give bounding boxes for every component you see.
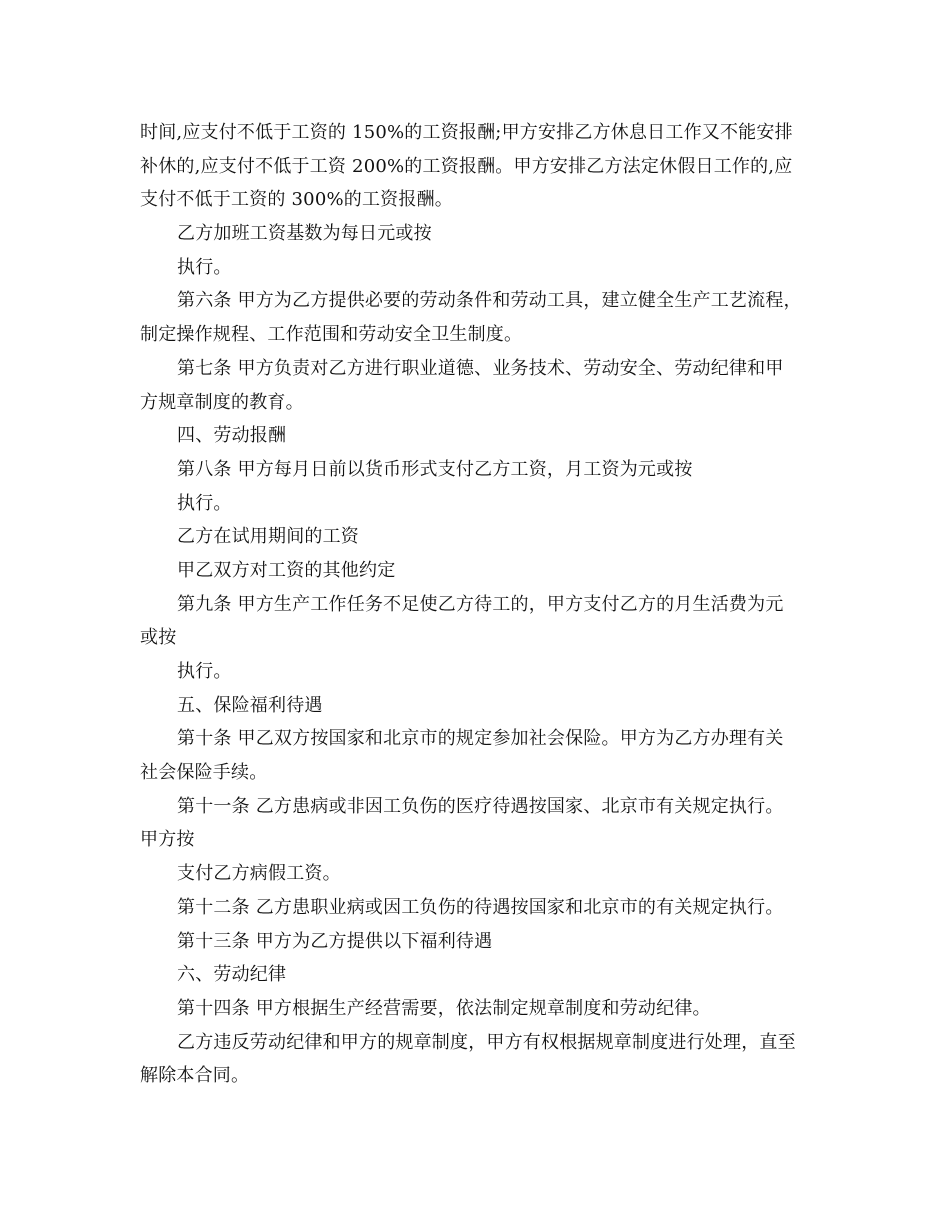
text-line: 甲方按 — [140, 829, 195, 851]
text-line: 第十三条 甲方为乙方提供以下福利待遇 — [177, 930, 493, 952]
text-line: 时间,应支付不低于工资的 150%的工资报酬;甲方安排乙方休息日工作又不能安排 — [140, 122, 793, 143]
text-line: 六、劳动纪律 — [177, 964, 287, 986]
text-line: 支付乙方病假工资。 — [177, 863, 341, 885]
text-line: 第十一条 乙方患病或非因工负伤的医疗待遇按国家、北京市有关规定执行。 — [177, 795, 784, 817]
text-line: 乙方加班工资基数为每日元或按 — [177, 223, 432, 245]
text-line: 解除本合同。 — [140, 1065, 250, 1087]
text-line: 第七条 甲方负责对乙方进行职业道德、业务技术、劳动安全、劳动纪律和甲 — [177, 357, 784, 379]
contract-body-text — [140, 116, 820, 1093]
text-line: 方规章制度的教育。 — [140, 391, 304, 413]
text-line: 甲乙双方对工资的其他约定 — [177, 559, 396, 581]
text-line: 第九条 甲方生产工作任务不足使乙方待工的，甲方支付乙方的月生活费为元 — [177, 593, 784, 615]
text-line: 执行。 — [177, 492, 232, 514]
text-line: 社会保险手续。 — [140, 762, 268, 784]
text-line: 第十四条 甲方根据生产经营需要，依法制定规章制度和劳动纪律。 — [177, 997, 711, 1019]
text-line: 第六条 甲方为乙方提供必要的劳动条件和劳动工具，建立健全生产工艺流程， — [177, 290, 802, 312]
text-line: 乙方违反劳动纪律和甲方的规章制度，甲方有权根据规章制度进行处理，直至 — [177, 1031, 796, 1053]
text-line: 五、保险福利待遇 — [177, 694, 323, 716]
text-line: 乙方在试用期间的工资 — [177, 526, 359, 548]
text-line: 第八条 甲方每月日前以货币形式支付乙方工资，月工资为元或按 — [177, 458, 693, 480]
text-line: 制定操作规程、工作范围和劳动安全卫生制度。 — [140, 324, 523, 346]
text-line: 或按 — [140, 627, 177, 649]
text-line: 补休的,应支付不低于工资 200%的工资报酬。甲方安排乙方法定休假日工作的,应 — [140, 155, 793, 177]
text-line: 第十条 甲乙双方按国家和北京市的规定参加社会保险。甲方为乙方办理有关 — [177, 728, 784, 750]
text-line: 第十二条 乙方患职业病或因工负伤的待遇按国家和北京市的有关规定执行。 — [177, 896, 784, 918]
text-line: 执行。 — [177, 256, 232, 278]
text-line: 四、劳动报酬 — [177, 425, 287, 447]
text-line: 支付不低于工资的 300%的工资报酬。 — [140, 189, 453, 211]
text-line: 执行。 — [177, 661, 232, 682]
